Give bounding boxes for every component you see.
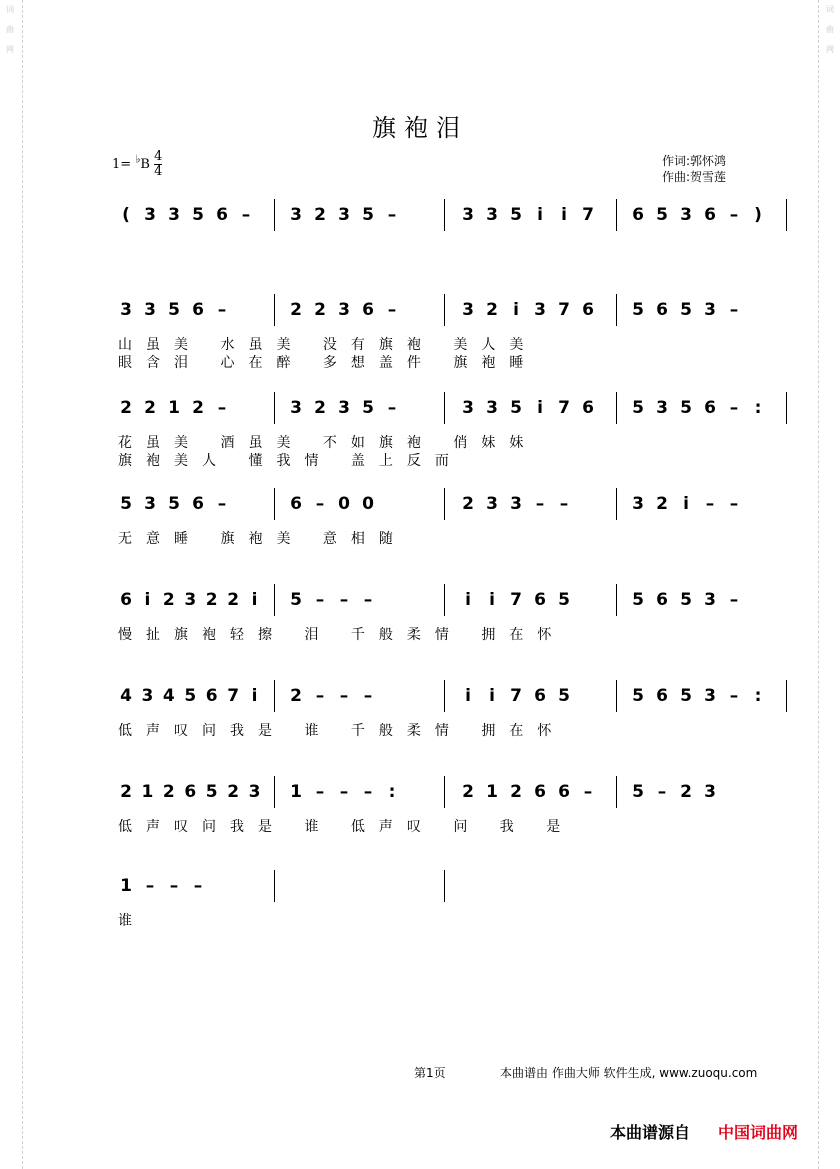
lyric-line: 旗袍美人 懂我情 盖上反而 [118, 453, 463, 469]
meter-top: 4 [154, 149, 163, 164]
barline [616, 294, 617, 326]
lyricist-credit: 作词:郭怀鸿 [662, 154, 727, 168]
note: – [729, 398, 739, 418]
note: 5 [632, 782, 644, 802]
note: 5 [632, 590, 644, 610]
note: 2 [205, 590, 218, 610]
note: 3 [632, 494, 644, 514]
note: 5 [632, 398, 644, 418]
page-number: 第1页 [414, 1066, 446, 1080]
note: 6 [582, 300, 594, 320]
note: – [729, 686, 739, 706]
key-signature [112, 150, 162, 179]
generator-note: 本曲谱由 作曲大师 软件生成, www.zuoqu.com [500, 1066, 758, 1080]
note: 5 [184, 686, 197, 706]
note: 5 [558, 686, 570, 706]
lyric-line: 无意睡 旗袍美 意相随 [118, 531, 407, 547]
lyric-line: 慢扯旗袍轻擦 泪 千般柔情 拥在怀 [118, 627, 566, 643]
note: 6 [192, 300, 204, 320]
barline [274, 584, 275, 616]
barline [786, 392, 787, 424]
note: 7 [582, 205, 594, 225]
note: 3 [120, 300, 132, 320]
barline [274, 776, 275, 808]
note: 3 [680, 205, 692, 225]
note: 2 [162, 782, 175, 802]
note: 3 [184, 590, 197, 610]
note: i [561, 205, 567, 225]
note: i [144, 590, 151, 610]
note: 7 [510, 686, 522, 706]
note: – [145, 876, 155, 896]
note: 6 [656, 590, 668, 610]
note: 3 [704, 782, 716, 802]
note: 5 [362, 398, 374, 418]
note: 6 [120, 590, 132, 610]
note: 6 [656, 686, 668, 706]
lyric-line: 山虽美 水虽美 没有旗袍 美人美 [118, 337, 538, 353]
lyric-line: 眼含泪 心在醉 多想盖件 旗袍睡 [118, 355, 538, 371]
note: 6 [192, 494, 204, 514]
note: – [729, 205, 739, 225]
note: 3 [656, 398, 668, 418]
note: – [169, 876, 179, 896]
flat-sign: ♭ [135, 152, 141, 166]
note: 0 [362, 494, 374, 514]
note: 5 [192, 205, 204, 225]
note: 2 [290, 686, 302, 706]
note: i [465, 590, 471, 610]
barline [444, 392, 445, 424]
note: 5 [510, 398, 522, 418]
note: – [363, 686, 373, 706]
barline [444, 680, 445, 712]
note: 1 [141, 782, 154, 802]
right-edge-watermark: 词 曲 网 [826, 5, 834, 54]
note: – [363, 590, 373, 610]
note: – [363, 782, 373, 802]
key-label: 1= [112, 157, 132, 172]
note: 1 [486, 782, 498, 802]
barline [616, 584, 617, 616]
note: 3 [144, 300, 156, 320]
note: 2 [680, 782, 692, 802]
left-margin-rule [22, 0, 23, 1169]
barline [616, 776, 617, 808]
note: 5 [205, 782, 218, 802]
note: 6 [184, 782, 197, 802]
note: 2 [162, 590, 175, 610]
note: 7 [558, 398, 570, 418]
note: – [315, 686, 325, 706]
note: 3 [462, 398, 474, 418]
note: 2 [227, 590, 240, 610]
note: ( [122, 205, 130, 225]
barline [616, 488, 617, 520]
brand-source: 本曲谱源自 [610, 1123, 691, 1142]
note: – [729, 300, 739, 320]
barline [274, 870, 275, 902]
note: 1 [168, 398, 180, 418]
note: 2 [510, 782, 522, 802]
note: 3 [290, 205, 302, 225]
barline [444, 776, 445, 808]
note: 3 [510, 494, 522, 514]
barline [274, 680, 275, 712]
note: 2 [486, 300, 498, 320]
meter-bottom: 4 [154, 164, 163, 179]
note: – [535, 494, 545, 514]
note: 5 [510, 205, 522, 225]
note: 5 [168, 300, 180, 320]
note: 3 [290, 398, 302, 418]
barline [444, 488, 445, 520]
note: – [315, 590, 325, 610]
lyric-line: 低声叹问我是 谁 低声叹 问 我 是 [118, 819, 575, 835]
note: – [193, 876, 203, 896]
note: 6 [534, 686, 546, 706]
note: 1 [120, 876, 132, 896]
note: 5 [680, 300, 692, 320]
note: – [339, 590, 349, 610]
note: 3 [486, 398, 498, 418]
note: 2 [314, 205, 326, 225]
note: i [465, 686, 471, 706]
note: – [315, 494, 325, 514]
barline [616, 680, 617, 712]
note: 6 [216, 205, 228, 225]
note: 2 [314, 398, 326, 418]
note: 2 [144, 398, 156, 418]
note: 3 [704, 300, 716, 320]
note: 6 [704, 205, 716, 225]
note: 2 [192, 398, 204, 418]
note: 3 [248, 782, 261, 802]
lyric-line: 低声叹问我是 谁 千般柔情 拥在怀 [118, 723, 566, 739]
note: 5 [558, 590, 570, 610]
note: i [537, 205, 543, 225]
note: – [339, 782, 349, 802]
note: 6 [704, 398, 716, 418]
note: 5 [632, 686, 644, 706]
note: – [387, 300, 397, 320]
note: 5 [680, 686, 692, 706]
note: i [537, 398, 543, 418]
note: 3 [338, 398, 350, 418]
note: – [217, 494, 227, 514]
left-edge-watermark: 词 曲 网 [6, 5, 14, 54]
note: – [705, 494, 715, 514]
note: i [251, 590, 258, 610]
note: – [729, 590, 739, 610]
note: 5 [680, 398, 692, 418]
note: i [489, 590, 495, 610]
note: 7 [227, 686, 240, 706]
note: 2 [120, 782, 132, 802]
note: – [315, 782, 325, 802]
note: 5 [656, 205, 668, 225]
note: 3 [534, 300, 546, 320]
note: – [241, 205, 251, 225]
note: – [387, 398, 397, 418]
note: 0 [338, 494, 350, 514]
brand-site: 中国词曲网 [718, 1123, 799, 1142]
note: 2 [120, 398, 132, 418]
note: – [729, 494, 739, 514]
note: 3 [168, 205, 180, 225]
song-title: 旗袍泪 [372, 114, 468, 142]
barline [616, 392, 617, 424]
barline [274, 488, 275, 520]
note: 5 [680, 590, 692, 610]
note: – [583, 782, 593, 802]
barline [274, 199, 275, 231]
note: – [657, 782, 667, 802]
note: 3 [338, 300, 350, 320]
note: 3 [704, 590, 716, 610]
note: – [217, 398, 227, 418]
note: : [754, 686, 762, 706]
barline [786, 199, 787, 231]
note: 6 [534, 782, 546, 802]
note: 3 [462, 205, 474, 225]
note: 7 [510, 590, 522, 610]
note: : [388, 782, 396, 802]
note: i [251, 686, 258, 706]
note: 2 [314, 300, 326, 320]
barline [444, 199, 445, 231]
lyric-line: 谁 [118, 913, 146, 929]
note: i [489, 686, 495, 706]
barline [444, 294, 445, 326]
note: 4 [162, 686, 175, 706]
note: 7 [558, 300, 570, 320]
right-margin-rule [818, 0, 819, 1169]
note: 3 [144, 205, 156, 225]
note: 2 [462, 494, 474, 514]
note: 3 [704, 686, 716, 706]
note: 6 [558, 782, 570, 802]
note: 4 [120, 686, 132, 706]
note: 5 [168, 494, 180, 514]
lyric-line: 花虽美 酒虽美 不如旗袍 俏妹妹 [118, 435, 538, 451]
note: – [217, 300, 227, 320]
barline [444, 584, 445, 616]
note: 5 [120, 494, 132, 514]
barline [444, 870, 445, 902]
note: 5 [362, 205, 374, 225]
note: ) [754, 205, 762, 225]
note: i [513, 300, 519, 320]
note: 2 [462, 782, 474, 802]
note: 6 [656, 300, 668, 320]
note: 6 [534, 590, 546, 610]
note: 3 [486, 205, 498, 225]
note: – [387, 205, 397, 225]
note: i [683, 494, 689, 514]
barline [616, 199, 617, 231]
note: 6 [205, 686, 218, 706]
note: – [559, 494, 569, 514]
note: 1 [290, 782, 302, 802]
barline [274, 294, 275, 326]
note: 2 [227, 782, 240, 802]
note: 6 [362, 300, 374, 320]
note: 3 [141, 686, 154, 706]
note: 2 [656, 494, 668, 514]
note: 2 [290, 300, 302, 320]
barline [274, 392, 275, 424]
note: 3 [486, 494, 498, 514]
note: 6 [632, 205, 644, 225]
composer-credit: 作曲:贺雪莲 [662, 170, 727, 184]
note: 6 [290, 494, 302, 514]
note: 5 [632, 300, 644, 320]
note: 5 [290, 590, 302, 610]
note: : [754, 398, 762, 418]
note: 3 [462, 300, 474, 320]
note: 6 [582, 398, 594, 418]
key-tonic: B [140, 157, 150, 172]
barline [786, 680, 787, 712]
note: 3 [144, 494, 156, 514]
note: – [339, 686, 349, 706]
note: 3 [338, 205, 350, 225]
